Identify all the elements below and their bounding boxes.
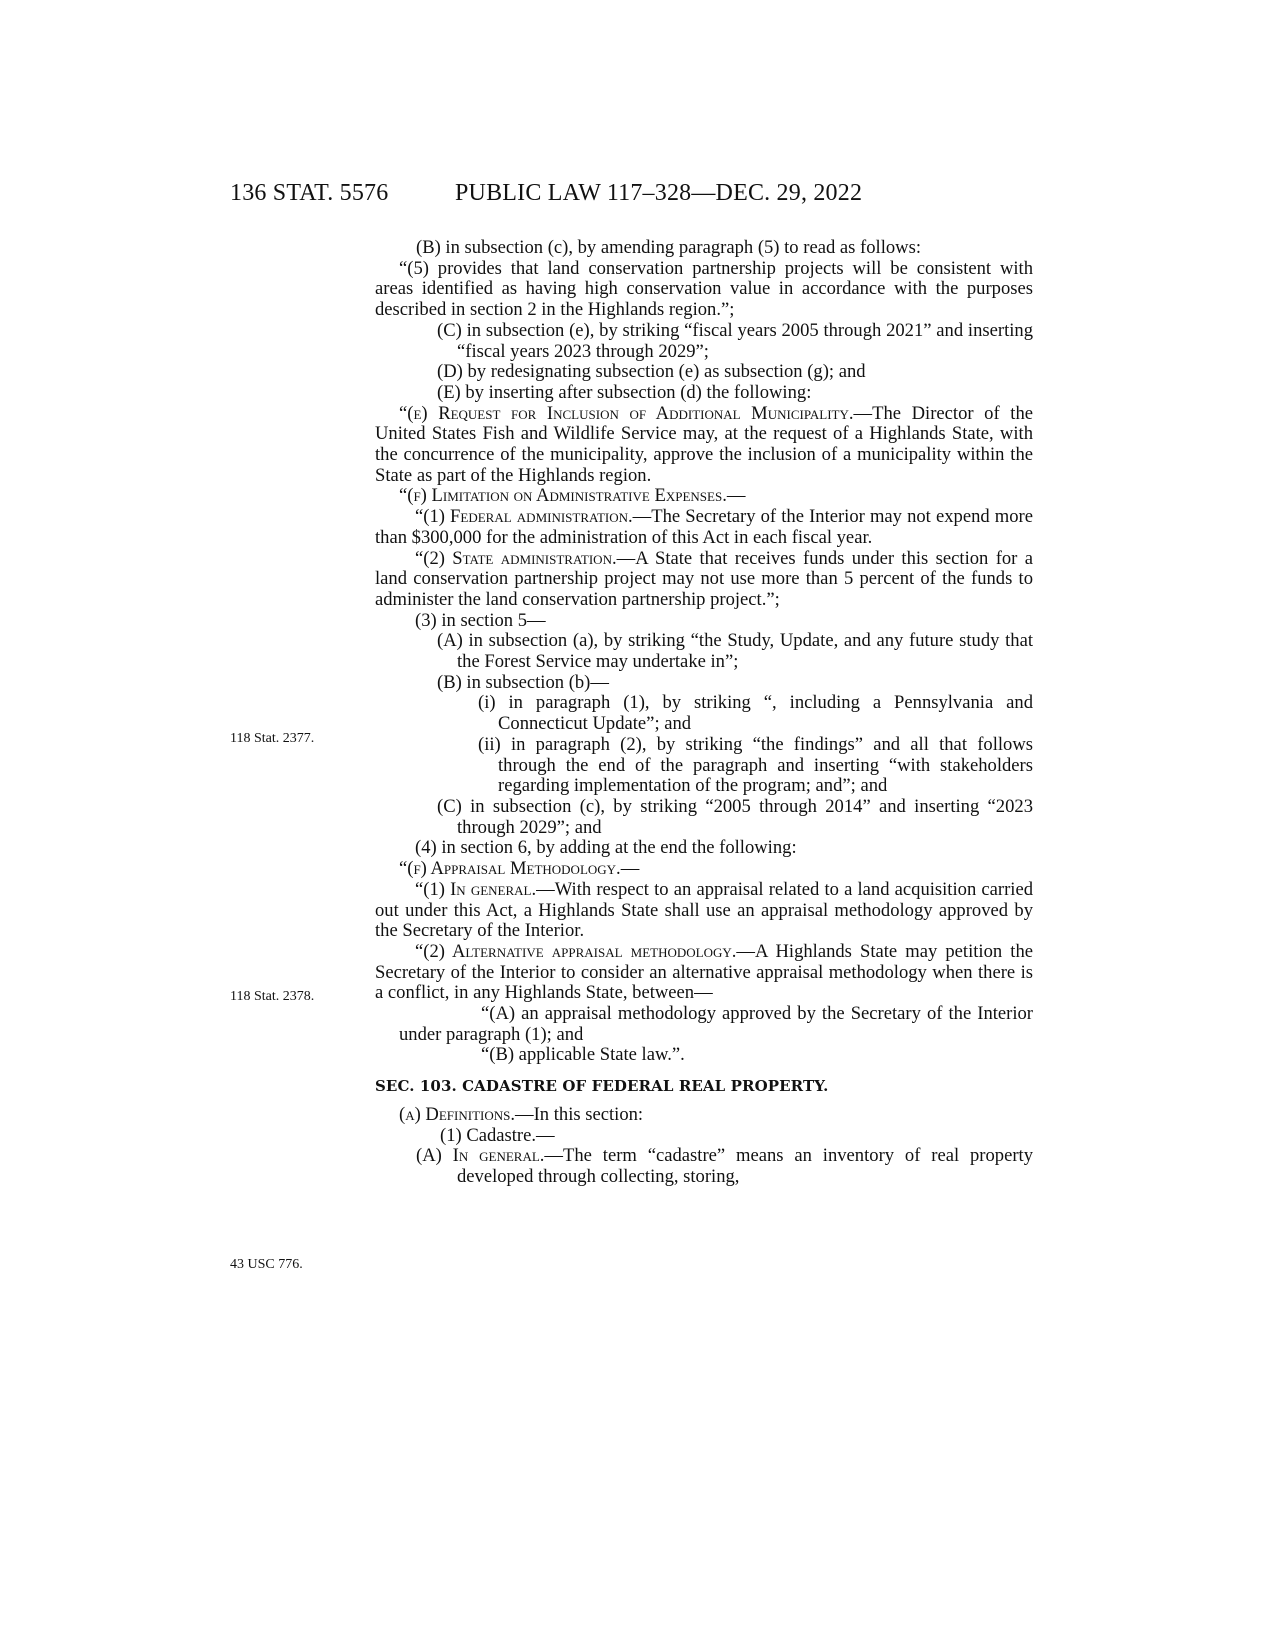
paragraph: (i) in paragraph (1), by striking “, including a Pennsylvania and Connecticut Update”; and <box>478 692 1033 735</box>
paragraph-text: With respect to an appraisal related to a land acquisition carried out under this Act, a Highlands State shall use an appraisal methodology approved by the Secretary of the Interior. <box>375 878 1033 942</box>
margin-note-stat-2378: 118 Stat. 2378. <box>230 989 315 1004</box>
paragraph: (A) in subsection (a), by striking “the Study, Update, and any future study that the Forest Service may undertake in”; <box>437 630 1033 673</box>
paragraph <box>375 1146 1033 1187</box>
paragraph-heading: (A) In general.— <box>416 1145 564 1167</box>
paragraph-text: A State that receives funds under this section for a land conservation partnership project may not use more than 5 percent of the funds to administer the land conservation partnership project.”; <box>375 547 1033 610</box>
paragraph: (ii) in paragraph (2), by striking “the findings” and all that follows through the end of the paragraph and inserting “with stakeholders regarding implementation of the program; and”; and <box>478 733 1033 797</box>
subsection-heading: (a) Definitions.— <box>399 1103 534 1125</box>
law-citation-header: PUBLIC LAW 117–328—DEC. 29, 2022 <box>455 180 863 206</box>
paragraph: (B) in subsection (b)— <box>437 671 609 693</box>
paragraph: (3) in section 5— <box>415 609 546 631</box>
paragraph <box>375 880 1033 942</box>
paragraph-heading: “(1) In general.— <box>415 878 555 900</box>
margin-note-usc: 43 USC 776. <box>230 1257 303 1272</box>
statute-body <box>375 238 1033 1188</box>
paragraph: “(5) provides that land conservation partnership projects will be consistent with areas identified as having high conservation value in accordance with the purposes described in section 2 in the Highlands region.”; <box>375 257 1033 321</box>
subsection-heading: “(f) Appraisal Methodology.— <box>399 858 640 880</box>
subsection-heading: “(e) Request for Inclusion of Additional Municipality.— <box>399 402 873 424</box>
paragraph-heading: “(1) Federal administration.— <box>415 506 652 528</box>
paragraph-text: The Director of the United States Fish and Wildlife Service may, at the request of a Highlands State, with the concurrence of the municipality, approve the inclusion of a municipality within the State as part of the Highlands region. <box>375 402 1033 486</box>
paragraph-text: The Secretary of the Interior may not expend more than $300,000 for the administration of this Act in each fiscal year. <box>375 506 1033 548</box>
paragraph <box>375 549 1033 611</box>
paragraph: “(A) an appraisal methodology approved by the Secretary of the Interior under paragraph (1); and <box>399 1003 1033 1045</box>
paragraph-heading: “(2) Alternative appraisal methodology.— <box>415 940 755 962</box>
paragraph: “(B) applicable State law.”. <box>481 1044 685 1066</box>
paragraph-text: The term “cadastre” means an inventory of real property developed through collecting, storing, <box>457 1145 1033 1187</box>
paragraph: (B) in subsection (c), by amending paragraph (5) to read as follows: <box>416 237 921 258</box>
paragraph: (4) in section 6, by adding at the end the following: <box>415 837 797 859</box>
paragraph-heading: “(2) State administration.— <box>415 547 636 569</box>
paragraph: (E) by inserting after subsection (d) the following: <box>437 381 812 403</box>
paragraph-text: In this section: <box>533 1103 644 1125</box>
margin-note-stat-2377: 118 Stat. 2377. <box>230 731 315 746</box>
paragraph <box>375 942 1033 1004</box>
paragraph <box>375 507 1033 548</box>
paragraph-text: A Highlands State may petition the Secretary of the Interior to consider an alternative appraisal methodology when there is a conflict, in any Highlands State, between— <box>375 940 1033 1004</box>
paragraph <box>375 404 1033 487</box>
paragraph: (D) by redesignating subsection (e) as subsection (g); and <box>437 361 866 383</box>
paragraph: (C) in subsection (e), by striking “fiscal years 2005 through 2021” and inserting “fiscal years 2023 through 2029”; <box>437 319 1033 362</box>
paragraph: (C) in subsection (c), by striking “2005 through 2014” and inserting “2023 through 2029”; and <box>437 795 1033 838</box>
subsection-heading: “(f) Limitation on Administrative Expenses.— <box>399 485 746 507</box>
stat-page-number: 136 STAT. 5576 <box>230 180 389 206</box>
paragraph <box>375 1105 1033 1126</box>
section-heading: SEC. 103. CADASTRE OF FEDERAL REAL PROPERTY. <box>375 1077 829 1096</box>
paragraph: (1) Cadastre.— <box>440 1124 555 1146</box>
